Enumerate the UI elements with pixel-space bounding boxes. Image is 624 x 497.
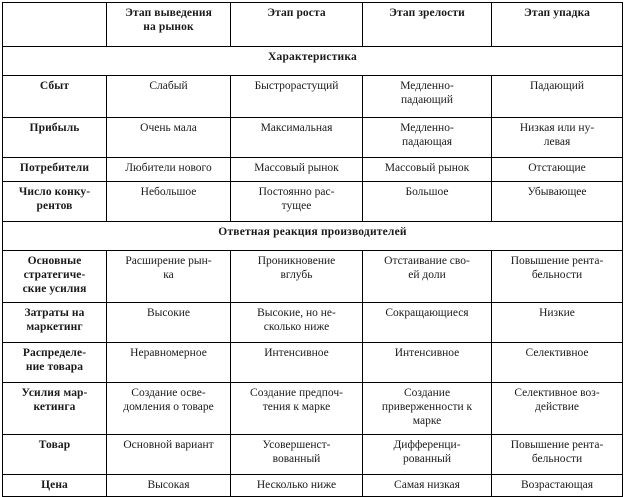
cell-line: Интенсивное: [264, 347, 329, 359]
data-cell: [363, 383, 492, 435]
corner-blank-cell: [3, 3, 107, 47]
row-label-marketing-efforts: [3, 383, 107, 435]
cell-line: Повышение рента-: [510, 439, 604, 451]
cell-line: бельности: [531, 453, 583, 465]
cell-line: падающая: [401, 136, 453, 148]
cell-line: Расширение рын-: [125, 255, 212, 267]
row-label-line: Товар: [38, 439, 71, 451]
row-label-line: Число конку-: [18, 186, 91, 198]
cell-line: Повышение рента-: [510, 255, 604, 267]
cell-line: Постоянно рас-: [258, 186, 335, 198]
table-row: [3, 76, 623, 118]
section-band-label: Характеристика: [3, 47, 623, 76]
section-band-row-characteristics: [3, 47, 623, 76]
table-row: [3, 158, 623, 182]
cell-line: Селективное воз-: [514, 387, 600, 399]
cell-line: Максимальная: [260, 122, 333, 134]
data-cell: [363, 76, 492, 118]
data-cell: [107, 76, 231, 118]
section-band-row-producer-response: [3, 222, 623, 251]
cell-line: вглубь: [280, 269, 313, 281]
cell-line: Интенсивное: [394, 347, 460, 359]
cell-line: Селективное: [525, 347, 589, 359]
cell-line: Неравномерное: [130, 347, 207, 359]
row-label-line: Потребители: [19, 162, 90, 174]
cell-line: Низкие: [539, 307, 575, 319]
row-label-line: Цена: [41, 479, 68, 491]
cell-line: Слабый: [149, 80, 188, 92]
row-label-line: Затраты на: [24, 307, 85, 319]
product-life-cycle-table: [2, 2, 623, 497]
cell-line: Несколько ниже: [256, 479, 337, 491]
row-label-marketing-costs: [3, 303, 107, 343]
cell-line: Усовершенст-: [262, 439, 331, 451]
data-cell: [231, 435, 363, 475]
cell-line: Большое: [405, 186, 449, 198]
row-label-line: ние товара: [25, 361, 84, 373]
cell-line: марке: [412, 415, 442, 427]
cell-line: вованный: [272, 453, 321, 465]
table-row: [3, 182, 623, 222]
data-cell: [231, 158, 363, 182]
data-cell: [107, 158, 231, 182]
row-label-line: Основные: [27, 255, 82, 267]
data-cell: [492, 343, 623, 383]
cell-line: бельности: [531, 269, 583, 281]
data-cell: [363, 182, 492, 222]
row-label-consumers: [3, 158, 107, 182]
data-cell: [492, 251, 623, 303]
cell-line: приверженности к: [381, 401, 473, 413]
data-cell: [107, 118, 231, 158]
column-header-line: Этап упадка: [524, 7, 590, 19]
data-cell: [231, 383, 363, 435]
table-body: [3, 3, 623, 497]
table-row: [3, 303, 623, 343]
data-cell: [107, 383, 231, 435]
column-header-line: Этап выведения: [125, 7, 212, 19]
data-cell: [231, 251, 363, 303]
cell-line: Самая низкая: [394, 479, 460, 491]
data-cell: [363, 303, 492, 343]
table-row: [3, 118, 623, 158]
cell-line: домления о товаре: [123, 401, 214, 413]
data-cell: [363, 158, 492, 182]
row-label-line: Распределе-: [22, 347, 87, 359]
table-row: [3, 251, 623, 303]
cell-line: Медленно-: [400, 122, 454, 134]
table-row: [3, 383, 623, 435]
cell-line: Низкая или ну-: [519, 122, 595, 134]
data-cell: [492, 118, 623, 158]
cell-line: Массовый рынок: [254, 162, 339, 174]
data-cell: [363, 343, 492, 383]
cell-line: Небольшое: [140, 186, 197, 198]
column-header-line: Этап роста: [267, 7, 326, 19]
cell-line: ка: [163, 269, 174, 281]
cell-line: Высокие, но не-: [257, 307, 336, 319]
cell-line: Проникновение: [257, 255, 336, 267]
cell-line: Любители нового: [125, 162, 212, 174]
cell-line: Убывающее: [527, 186, 587, 198]
data-cell: [492, 158, 623, 182]
data-cell: [231, 76, 363, 118]
table-row: [3, 435, 623, 475]
column-header-growth: [231, 3, 363, 47]
cell-line: Возрастающая: [520, 479, 594, 491]
row-label-line: Усилия мар-: [21, 387, 88, 399]
cell-line: сколько ниже: [263, 321, 330, 333]
table-header-row: [3, 3, 623, 47]
data-cell: [492, 182, 623, 222]
row-label-sales: [3, 76, 107, 118]
data-cell: [363, 435, 492, 475]
data-cell: [492, 303, 623, 343]
cell-line: Отстающие: [528, 162, 586, 174]
data-cell: [231, 303, 363, 343]
section-band-label: Ответная реакция производителей: [3, 222, 623, 251]
cell-line: Основной вариант: [123, 439, 214, 451]
row-label-product: [3, 435, 107, 475]
data-cell: [363, 118, 492, 158]
cell-line: Сокращающиеся: [385, 307, 469, 319]
cell-line: тущее: [281, 200, 312, 212]
column-header-decline: [492, 3, 623, 47]
data-cell: [492, 435, 623, 475]
cell-line: Высокие: [146, 307, 191, 319]
column-header-introduction: [107, 3, 231, 47]
cell-line: левая: [543, 136, 571, 148]
data-cell: [107, 435, 231, 475]
cell-line: Создание: [403, 387, 451, 399]
cell-line: Создание предпоч-: [250, 387, 343, 399]
cell-line: Отстаивание сво-: [384, 255, 470, 267]
row-label-competitors: [3, 182, 107, 222]
data-cell: [107, 343, 231, 383]
table-row: [3, 343, 623, 383]
column-header-line: Этап зрелости: [389, 7, 465, 19]
data-cell: [107, 251, 231, 303]
row-label-strategic-efforts: [3, 251, 107, 303]
data-cell: [107, 303, 231, 343]
data-cell: [231, 343, 363, 383]
data-cell: [107, 182, 231, 222]
cell-line: Высокая: [147, 479, 190, 491]
data-cell: [231, 118, 363, 158]
row-label-profit: [3, 118, 107, 158]
column-header-maturity: [363, 3, 492, 47]
row-label-distribution: [3, 343, 107, 383]
data-cell: [363, 251, 492, 303]
cell-line: Быстрорастущий: [254, 80, 339, 92]
row-label-line: кетинга: [33, 401, 76, 413]
cell-line: действие: [535, 401, 579, 413]
row-label-line: маркетинг: [26, 321, 83, 333]
row-label-line: Сбыт: [39, 80, 70, 92]
row-label-line: стратегиче-: [23, 269, 86, 281]
cell-line: падающий: [401, 94, 453, 106]
row-label-line: Прибыль: [29, 122, 80, 134]
column-header-line: на рынок: [143, 21, 194, 33]
cell-line: Падающий: [529, 80, 585, 92]
row-label-line: рентов: [36, 200, 73, 212]
data-cell: [492, 383, 623, 435]
cell-line: Очень мала: [140, 122, 197, 134]
cell-line: Массовый рынок: [384, 162, 470, 174]
cell-line: тения к марке: [262, 401, 331, 413]
row-label-line: ские усилия: [22, 283, 87, 295]
cell-line: рованный: [402, 453, 452, 465]
cell-line: Дифференци-: [393, 439, 461, 451]
cell-line: Медленно-: [400, 80, 454, 92]
cell-line: ей доли: [408, 269, 446, 281]
cell-line: Создание осве-: [131, 387, 206, 399]
data-cell: [231, 182, 363, 222]
data-cell: [492, 76, 623, 118]
